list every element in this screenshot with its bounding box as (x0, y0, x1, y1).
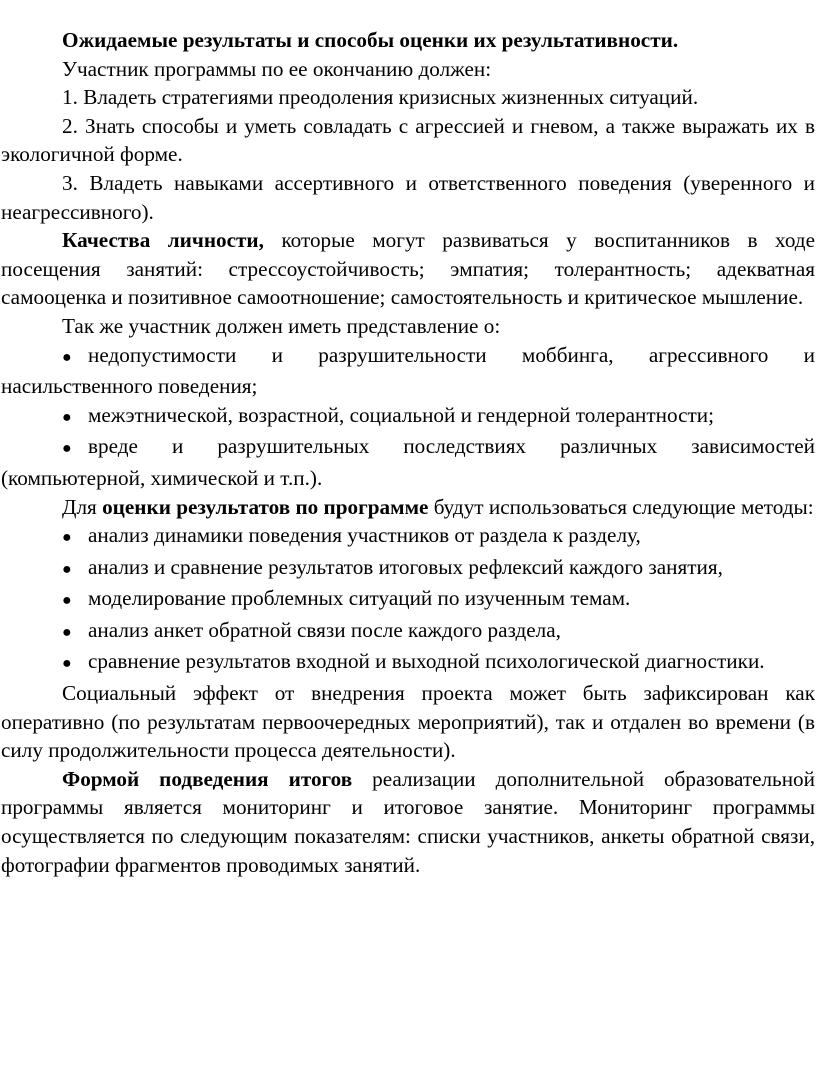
method-text: моделирование проблемных ситуаций по изученным темам. (88, 586, 631, 611)
outcome-text: Владеть навыками ассертивного и ответственного поведения (уверенного и неагрессивного). (1, 170, 816, 224)
bullet-icon: ● (62, 560, 72, 578)
method-item (1, 521, 815, 553)
method-text: анализ динамики поведения участников от раздела к разделу, (88, 523, 641, 548)
bullet-icon: ● (62, 440, 72, 458)
outcome-item (1, 83, 815, 112)
summary-text: реализации дополнительной образовательной программы является мониторинг и итоговое занятие. Мониторинг программы осуществляется по следующим показателям: списки участников, анкеты обратной связи, фотографии фрагментов проводимых занятий. (1, 766, 815, 877)
social-effect-paragraph: Социальный эффект от внедрения проекта может быть зафиксирован как оперативно (по результатам первоочередных мероприятий), так и отдален во времени (в силу продолжительности процесса деятельности). (1, 681, 815, 763)
awareness-text: недопустимости и разрушительности моббинга, агрессивного и насильственного поведения; (1, 342, 815, 399)
method-item (1, 553, 815, 585)
summary-paragraph (1, 765, 815, 879)
bullet-icon: ● (62, 623, 72, 641)
awareness-intro: Так же участник должен иметь представление о: (62, 313, 501, 338)
awareness-item (1, 432, 815, 492)
awareness-item (1, 341, 815, 401)
bullet-icon: ● (62, 408, 72, 426)
awareness-item (1, 401, 815, 433)
method-text: сравнение результатов входной и выходной психологической диагностики. (88, 649, 765, 674)
bullet-icon: ● (62, 655, 72, 673)
evaluation-pre: Для (62, 494, 103, 519)
outcome-number: 3. (62, 170, 78, 195)
intro-paragraph: Участник программы по ее окончанию должен: (62, 56, 492, 81)
document-page (1, 26, 815, 879)
qualities-text: которые могут развиваться у воспитанников в ходе посещения занятий: стрессоустойчивость; эмпатия; толерантность; адекватная самооценка и позитивное самоотношение; самостоятельность и критическое мышление. (1, 228, 815, 310)
method-text: анализ и сравнение результатов итоговых рефлексий каждого занятия, (88, 554, 723, 579)
evaluation-label: оценки результатов по программе (102, 494, 429, 519)
qualities-paragraph (1, 226, 815, 312)
method-item (1, 616, 815, 648)
bullet-icon: ● (62, 592, 72, 610)
summary-label: Формой подведения итогов (62, 766, 353, 791)
bullet-icon: ● (62, 348, 72, 366)
evaluation-paragraph (1, 493, 815, 522)
qualities-label: Качества личности, (62, 228, 264, 253)
outcome-number: 2. (62, 113, 78, 138)
method-item (1, 647, 815, 679)
section-heading: Ожидаемые результаты и способы оценки их результативности. (62, 28, 679, 52)
awareness-text: межэтнической, возрастной, социальной и гендерной толерантности; (88, 402, 714, 427)
outcome-text: Владеть стратегиями преодоления кризисных жизненных ситуаций. (83, 85, 699, 110)
outcome-number: 1. (62, 85, 78, 110)
evaluation-post: будут использоваться следующие методы: (428, 494, 814, 519)
method-item (1, 584, 815, 616)
awareness-text: вреде и разрушительных последствиях различных зависимостей (компьютерной, химической и т.п.). (1, 434, 815, 490)
bullet-icon: ● (62, 529, 72, 547)
method-text: анализ анкет обратной связи после каждого раздела, (88, 617, 561, 642)
outcome-item (1, 112, 815, 169)
outcome-item (1, 169, 815, 226)
outcome-text: Знать способы и уметь совладать с агрессией и гневом, а также выражать их в экологичной форме. (1, 113, 815, 167)
